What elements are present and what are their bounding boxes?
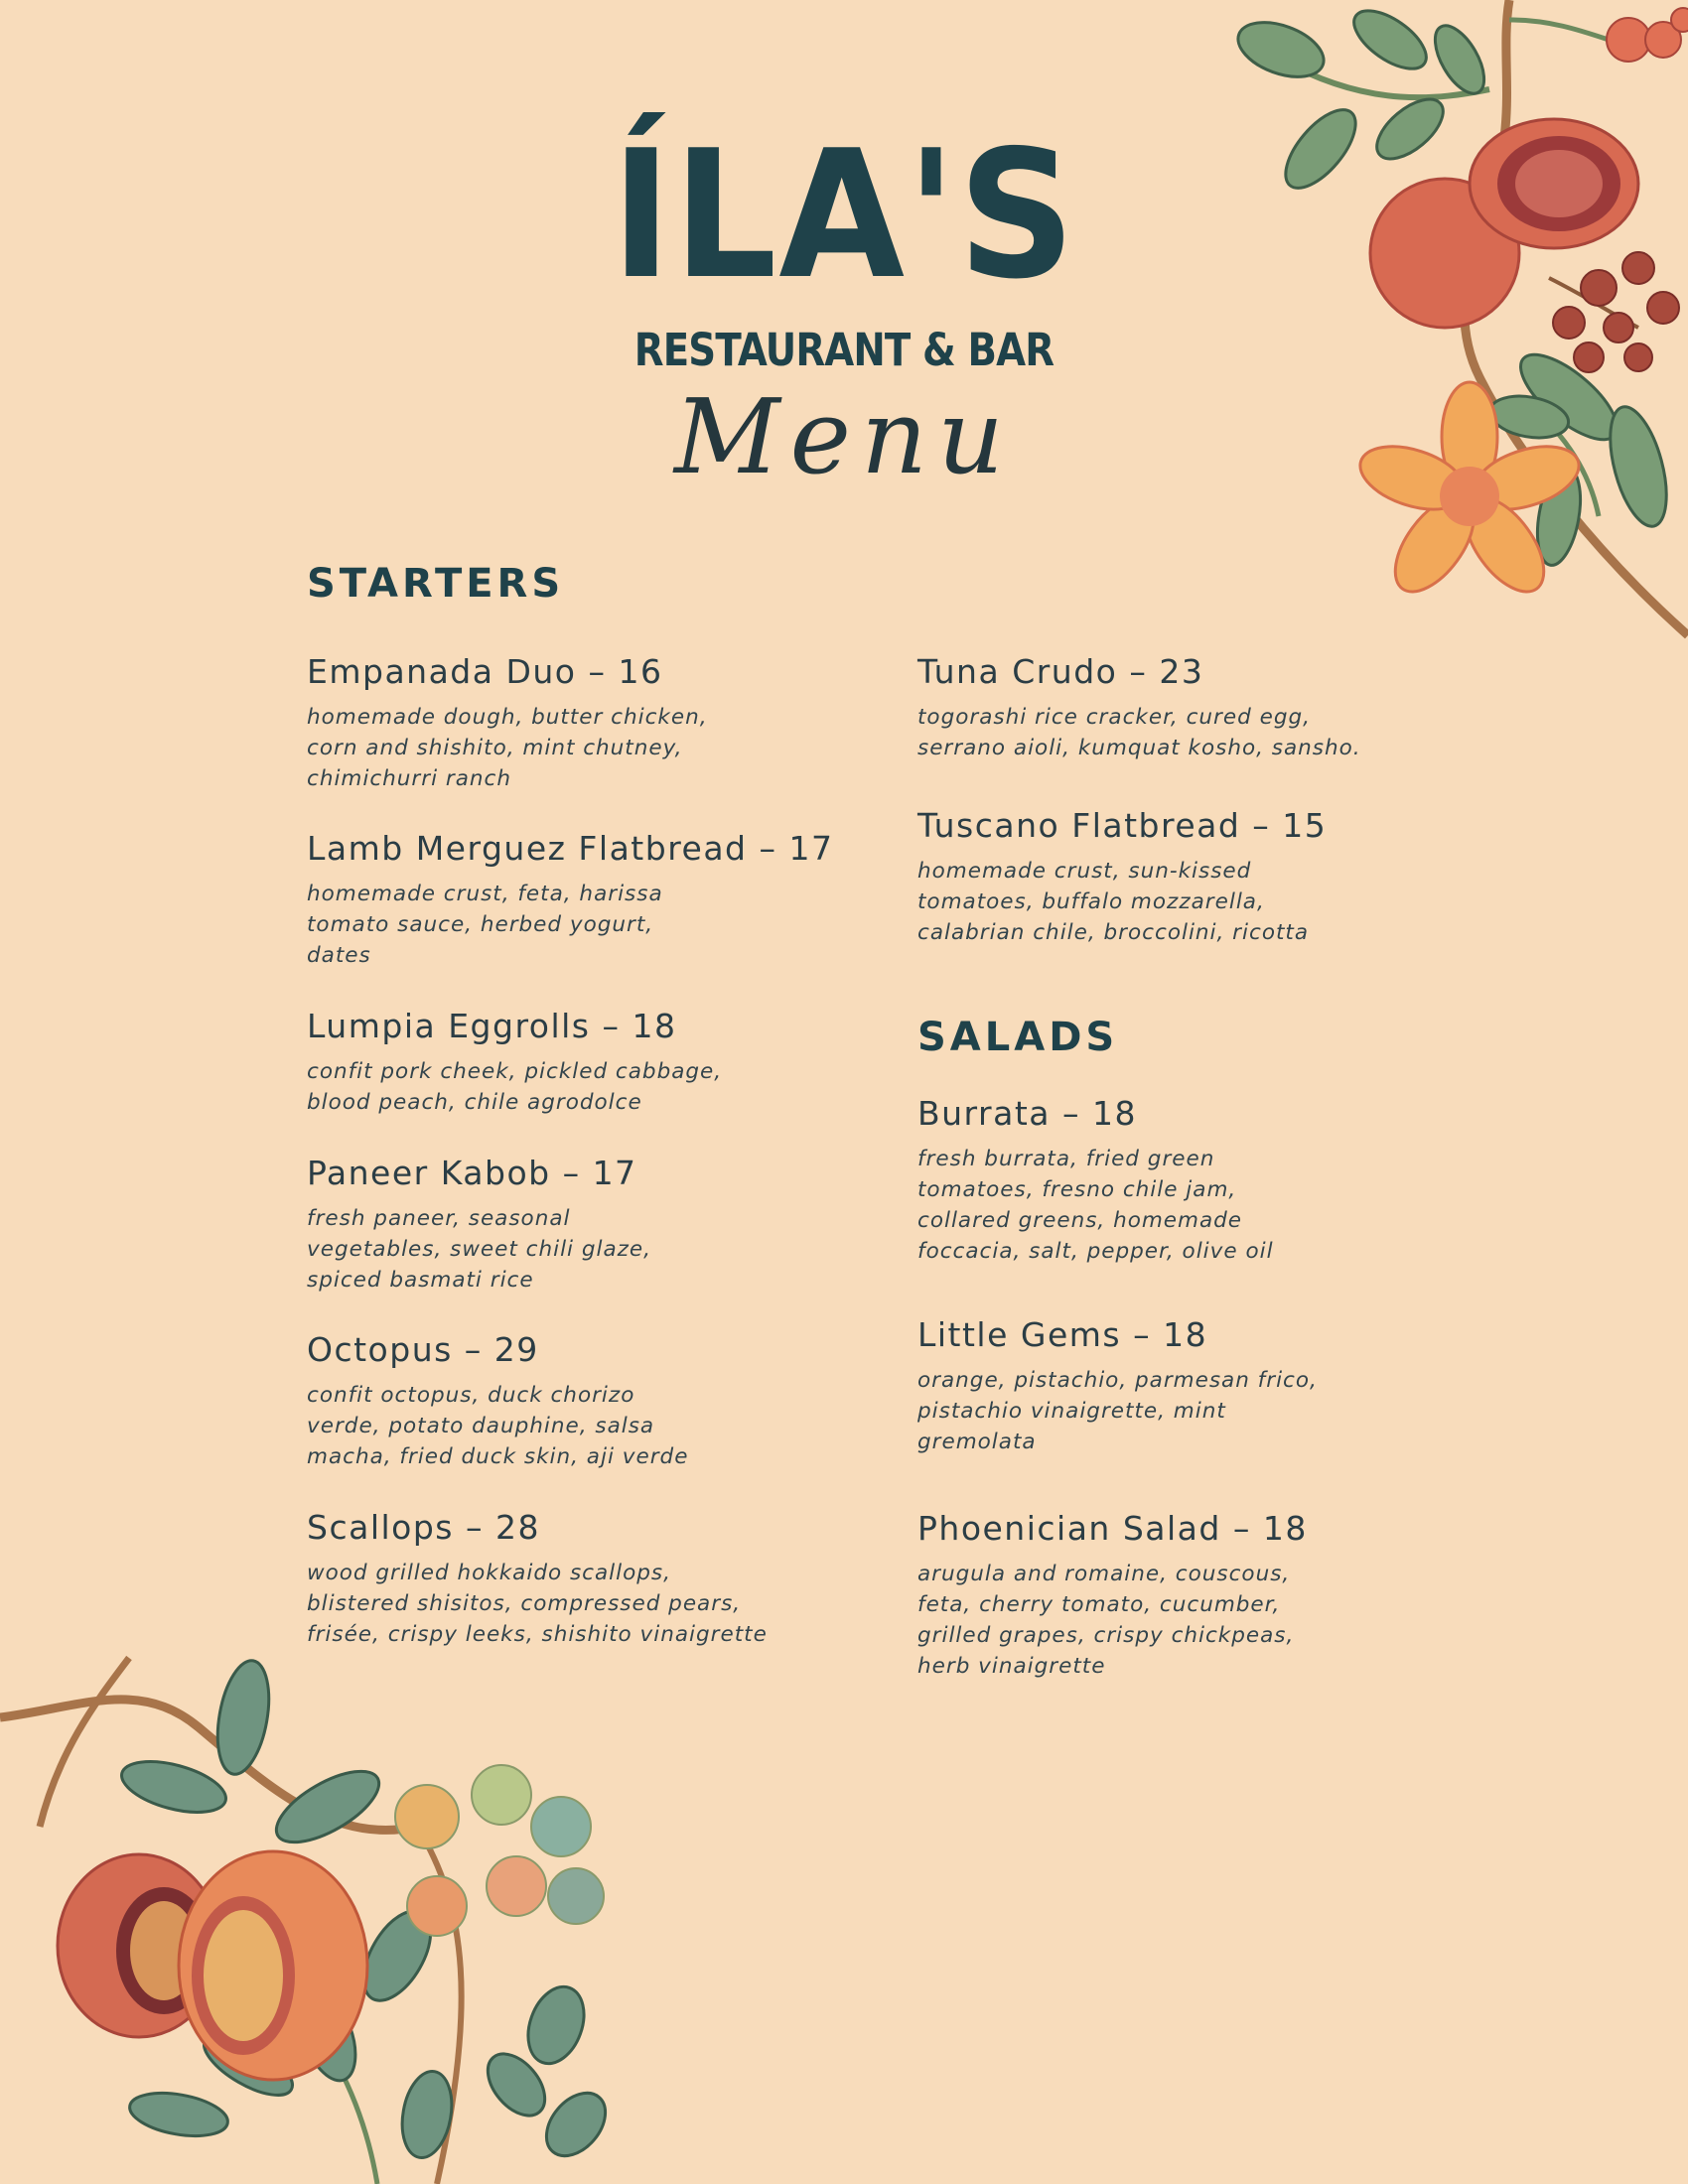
menu-item-description: tomatoes, fresno chile jam,: [917, 1177, 1237, 1202]
menu-item: [917, 1509, 1553, 1682]
menu-item-description: grilled grapes, crispy chickpeas,: [917, 1623, 1295, 1648]
menu-item-description: dates: [307, 943, 371, 968]
menu-item: [917, 652, 1553, 763]
menu-item-description: blistered shisitos, compressed pears,: [307, 1591, 742, 1616]
menu-item-description: confit pork cheek, pickled cabbage,: [307, 1059, 723, 1084]
menu-item-description: fresh burrata, fried green: [917, 1147, 1215, 1171]
menu-item-description: vegetables, sweet chili glaze,: [307, 1237, 651, 1262]
menu-item-description: arugula and romaine, couscous,: [917, 1562, 1291, 1586]
menu-item-description: spiced basmati rice: [307, 1268, 534, 1293]
menu-item-name: Phoenician Salad – 18: [917, 1509, 1308, 1548]
menu-item-description: chimichurri ranch: [307, 766, 511, 791]
menu-item-name: Burrata – 18: [917, 1094, 1137, 1133]
starters-section-title: STARTERS: [307, 561, 565, 607]
menu-item-description: verde, potato dauphine, salsa: [307, 1414, 655, 1438]
menu-item-name: Paneer Kabob – 17: [307, 1154, 637, 1192]
menu-heading: Menu: [674, 376, 1014, 497]
menu-item-description: homemade crust, sun-kissed: [917, 859, 1252, 884]
menu-item-description: calabrian chile, broccolini, ricotta: [917, 920, 1310, 945]
menu-item-description: homemade dough, butter chicken,: [307, 705, 708, 730]
menu-item-description: homemade crust, feta, harissa: [307, 882, 663, 906]
menu-item: [307, 1007, 942, 1118]
pomegranate-grapes-illustration: [0, 1648, 635, 2184]
menu-item: [307, 829, 942, 971]
menu-item: [917, 806, 1553, 948]
menu-item-description: frisée, crispy leeks, shishito vinaigrette: [307, 1622, 768, 1647]
menu-item: [307, 1330, 942, 1472]
menu-item-description: corn and shishito, mint chutney,: [307, 736, 683, 760]
menu-item-description: tomatoes, buffalo mozzarella,: [917, 889, 1265, 914]
menu-item-description: fresh paneer, seasonal: [307, 1206, 571, 1231]
menu-item-description: feta, cherry tomato, cucumber,: [917, 1592, 1281, 1617]
menu-item-description: foccacia, salt, pepper, olive oil: [917, 1239, 1274, 1264]
menu-item: [917, 1315, 1553, 1457]
menu-item-name: Little Gems – 18: [917, 1315, 1208, 1354]
restaurant-logo-title: ÍLA'S: [611, 112, 1077, 318]
menu-item-name: Tuscano Flatbread – 15: [917, 806, 1328, 845]
menu-item-name: Scallops – 28: [307, 1508, 540, 1547]
menu-item-description: pistachio vinaigrette, mint: [917, 1399, 1226, 1424]
menu-item-description: togorashi rice cracker, cured egg,: [917, 705, 1311, 730]
menu-item-name: Lumpia Eggrolls – 18: [307, 1007, 677, 1045]
menu-item: [917, 1094, 1553, 1267]
menu-item-description: herb vinaigrette: [917, 1654, 1106, 1679]
menu-item: [307, 652, 942, 794]
menu-item-name: Tuna Crudo – 23: [917, 652, 1204, 691]
salads-section-title: SALADS: [917, 1015, 1119, 1060]
menu-item: [307, 1154, 942, 1296]
menu-item: [307, 1508, 942, 1650]
menu-item-description: collared greens, homemade: [917, 1208, 1243, 1233]
menu-item-description: wood grilled hokkaido scallops,: [307, 1561, 671, 1585]
menu-item-description: blood peach, chile agrodolce: [307, 1090, 642, 1115]
menu-item-description: macha, fried duck skin, aji verde: [307, 1444, 689, 1469]
menu-item-name: Octopus – 29: [307, 1330, 539, 1369]
menu-item-description: tomato sauce, herbed yogurt,: [307, 912, 654, 937]
menu-item-description: serrano aioli, kumquat kosho, sansho.: [917, 736, 1361, 760]
menu-item-description: confit octopus, duck chorizo: [307, 1383, 635, 1408]
menu-item-description: orange, pistachio, parmesan frico,: [917, 1368, 1318, 1393]
restaurant-logo-subtitle: RESTAURANT & BAR: [633, 324, 1055, 376]
menu-item-name: Lamb Merguez Flatbread – 17: [307, 829, 834, 868]
menu-item-description: gremolata: [917, 1430, 1037, 1454]
menu-item-name: Empanada Duo – 16: [307, 652, 663, 691]
